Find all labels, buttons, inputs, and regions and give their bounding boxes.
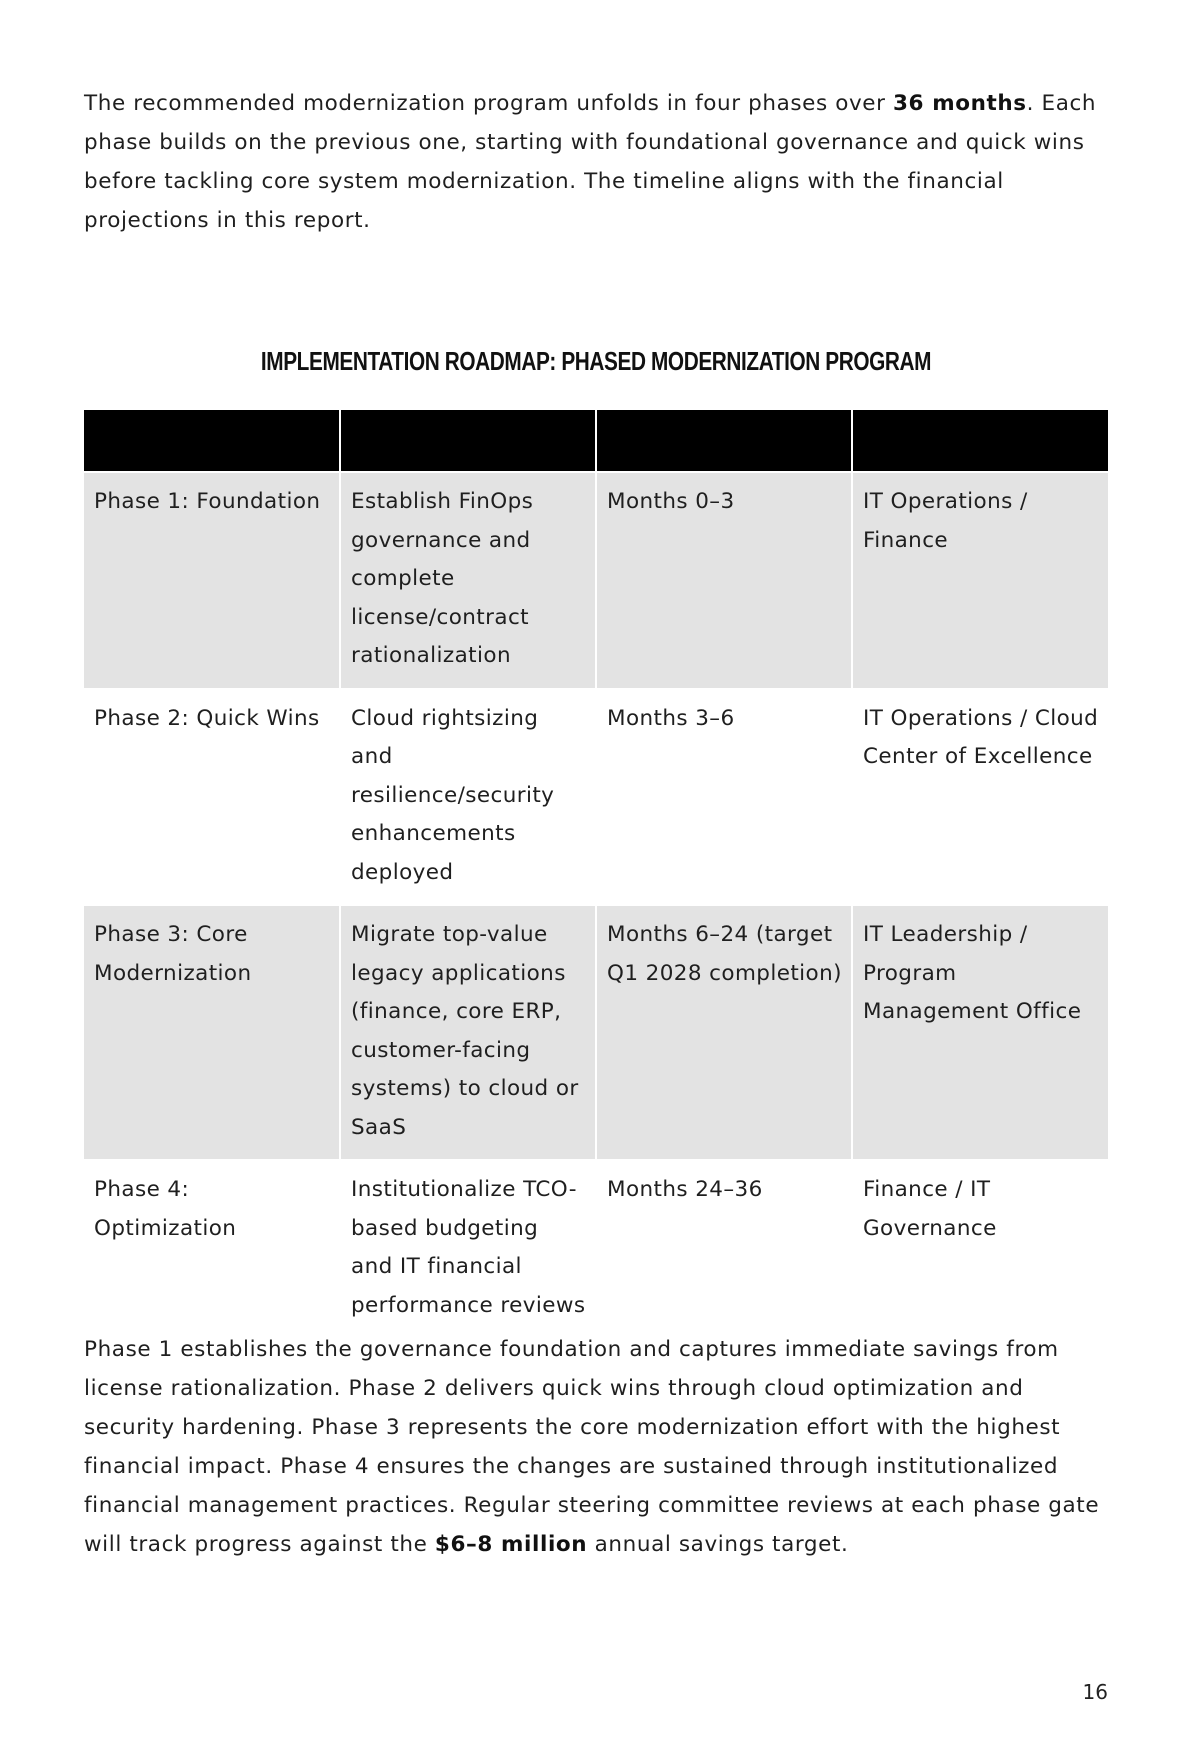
intro-bold-duration: 36 months — [893, 91, 1027, 116]
objective-cell: Establish FinOps governance and complete license/contract rationalization — [340, 472, 596, 689]
owner-cell: Finance / IT Governance — [852, 1160, 1108, 1337]
table-header-row — [84, 409, 1108, 472]
page-number: 16 — [1082, 1680, 1108, 1704]
owner-cell: IT Leadership / Program Management Office — [852, 905, 1108, 1160]
table-row — [84, 689, 1108, 906]
header-cell-1 — [84, 409, 340, 472]
timeline-cell: Months 3–6 — [596, 689, 852, 906]
phase-cell: Phase 1: Foundation — [84, 472, 340, 689]
phase-cell: Phase 3: Core Modernization — [84, 905, 340, 1160]
owner-cell: IT Operations / Finance — [852, 472, 1108, 689]
phase-cell: Phase 4: Optimization — [84, 1160, 340, 1337]
objective-cell: Institutionalize TCO-based budgeting and IT financial performance reviews — [340, 1160, 596, 1337]
timeline-cell: Months 0–3 — [596, 472, 852, 689]
closing-bold-savings: $6–8 million — [434, 1532, 588, 1557]
intro-paragraph — [84, 84, 1108, 240]
header-cell-4 — [852, 409, 1108, 472]
intro-text-start: The recommended modernization program unfolds in four phases over — [84, 91, 893, 116]
timeline-cell: Months 6–24 (target Q1 2028 completion) — [596, 905, 852, 1160]
phase-cell: Phase 2: Quick Wins — [84, 689, 340, 906]
closing-text-end: annual savings target. — [587, 1532, 849, 1557]
closing-paragraph — [84, 1330, 1108, 1564]
objective-cell: Cloud rightsizing and resilience/security enhancements deployed — [340, 689, 596, 906]
header-cell-3 — [596, 409, 852, 472]
roadmap-table — [84, 408, 1108, 1337]
header-cell-2 — [340, 409, 596, 472]
intro-text-end: . Each phase builds on the previous one, starting with foundational governance and quick wins before tackling core system modernization. The timeline aligns with the financial projections in this report. — [84, 91, 1097, 233]
closing-text-start: Phase 1 establishes the governance foundation and captures immediate savings from license rationalization. Phase 2 delivers quick wins through cloud optimization and security hardening. Phase 3 represents the core modernization effort with the highest financial impact. Phase 4 ensures the changes are sustained through institutionalized financial management practices. Regular steering committee reviews at each phase gate will track progress against the — [84, 1337, 1100, 1557]
table-row — [84, 905, 1108, 1160]
timeline-cell: Months 24–36 — [596, 1160, 852, 1337]
table-row — [84, 472, 1108, 689]
owner-cell: IT Operations / Cloud Center of Excellence — [852, 689, 1108, 906]
table-title: IMPLEMENTATION ROADMAP: PHASED MODERNIZATION PROGRAM — [260, 346, 932, 376]
table-row — [84, 1160, 1108, 1337]
objective-cell: Migrate top-value legacy applications (finance, core ERP, customer-facing systems) to cloud or SaaS — [340, 905, 596, 1160]
